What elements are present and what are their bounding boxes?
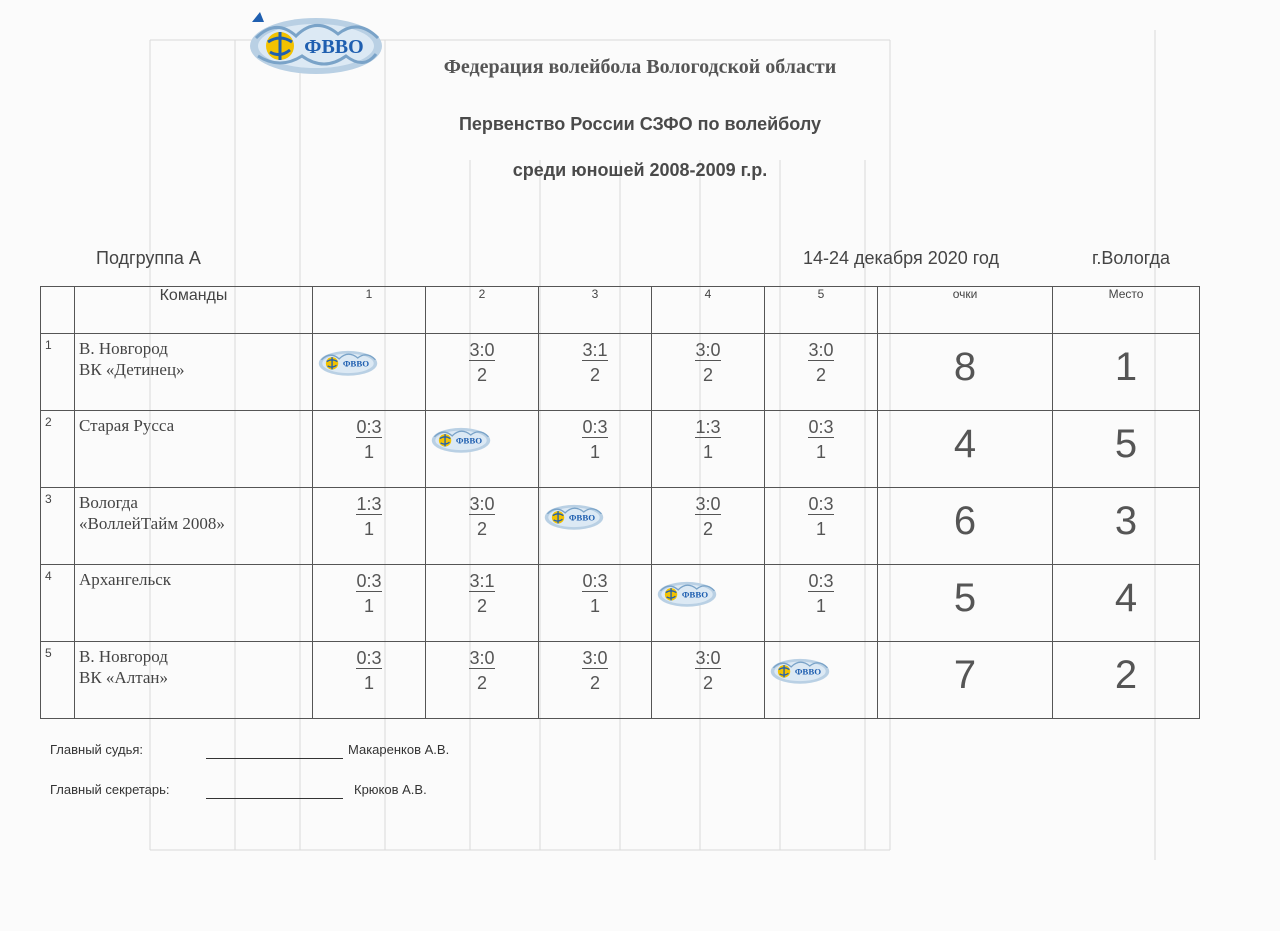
team-name-line1: В. Новгород xyxy=(79,339,168,358)
match-score: 1:3 xyxy=(356,494,382,514)
match-points: 1 xyxy=(702,442,713,462)
total-points: 4 xyxy=(878,411,1053,488)
match-score: 0:3 xyxy=(356,648,382,668)
match-result-cell xyxy=(765,411,878,488)
match-result-cell xyxy=(313,411,426,488)
match-points: 2 xyxy=(476,365,487,385)
fvvo-logo-small xyxy=(317,342,379,382)
match-result-cell xyxy=(539,565,652,642)
table-header-row xyxy=(41,287,1200,334)
match-result-cell xyxy=(652,642,765,719)
svg-text:ФВВО: ФВВО xyxy=(342,358,370,369)
match-points: 1 xyxy=(363,519,374,539)
total-points: 7 xyxy=(878,642,1053,719)
team-name-line1: Вологда xyxy=(79,493,138,512)
row-number: 3 xyxy=(41,488,75,565)
match-points: 1 xyxy=(363,442,374,462)
match-points: 1 xyxy=(815,596,826,616)
header-col-2: 2 xyxy=(426,287,539,334)
match-result-cell xyxy=(426,565,539,642)
total-points: 5 xyxy=(878,565,1053,642)
match-points: 2 xyxy=(702,365,713,385)
secretary-name: Крюков А.В. xyxy=(354,782,427,797)
total-points: 8 xyxy=(878,334,1053,411)
match-result-cell xyxy=(652,488,765,565)
judge-signature-line xyxy=(206,757,343,759)
match-result-cell xyxy=(426,642,539,719)
match-result-cell xyxy=(652,411,765,488)
match-result-cell xyxy=(652,334,765,411)
match-score: 3:0 xyxy=(808,340,834,360)
match-points: 2 xyxy=(702,673,713,693)
match-result-cell xyxy=(313,642,426,719)
match-score: 0:3 xyxy=(808,417,834,437)
team-place: 1 xyxy=(1053,334,1200,411)
row-number: 1 xyxy=(41,334,75,411)
match-points: 2 xyxy=(589,673,600,693)
match-score: 0:3 xyxy=(356,417,382,437)
match-result-cell xyxy=(426,488,539,565)
judge-label: Главный судья: xyxy=(50,742,144,757)
championship-title: Первенство России СЗФО по волейболу xyxy=(458,114,822,134)
match-points: 2 xyxy=(476,596,487,616)
team-place: 4 xyxy=(1053,565,1200,642)
self-match-cell xyxy=(426,411,539,488)
match-points: 1 xyxy=(589,442,600,462)
match-score: 3:0 xyxy=(469,648,495,668)
fvvo-logo-small xyxy=(769,650,831,690)
team-name-line1: В. Новгород xyxy=(79,647,168,666)
match-score: 0:3 xyxy=(808,494,834,514)
header-teams: Команды xyxy=(75,287,313,334)
match-score: 3:1 xyxy=(469,571,495,591)
match-result-cell xyxy=(313,488,426,565)
svg-text:ФВВО: ФВВО xyxy=(681,589,709,600)
table-row xyxy=(41,565,1200,642)
team-name xyxy=(75,642,313,719)
table-row xyxy=(41,642,1200,719)
team-name-line2: «ВоллейТайм 2008» xyxy=(79,514,225,533)
team-name-line1: Архангельск xyxy=(79,570,172,589)
match-score: 0:3 xyxy=(582,571,608,591)
championship-subtitle: среди юношей 2008-2009 г.р. xyxy=(512,160,768,180)
row-number: 4 xyxy=(41,565,75,642)
match-score: 3:0 xyxy=(469,340,495,360)
team-name xyxy=(75,334,313,411)
org-title: Федерация волейбола Вологодской области xyxy=(443,56,837,78)
fvvo-logo-small xyxy=(543,496,605,536)
team-place: 5 xyxy=(1053,411,1200,488)
match-result-cell xyxy=(539,334,652,411)
svg-text:ФВВО: ФВВО xyxy=(568,512,596,523)
fvvo-logo-small xyxy=(430,419,492,459)
match-score: 0:3 xyxy=(808,571,834,591)
match-score: 0:3 xyxy=(356,571,382,591)
logo-text: ФВВО xyxy=(304,36,364,58)
self-match-cell xyxy=(652,565,765,642)
table-row xyxy=(41,488,1200,565)
match-result-cell xyxy=(765,565,878,642)
svg-text:ФВВО: ФВВО xyxy=(794,666,822,677)
match-score: 3:0 xyxy=(695,340,721,360)
match-points: 1 xyxy=(363,596,374,616)
fvvo-logo-small xyxy=(656,573,718,613)
match-points: 1 xyxy=(363,673,374,693)
group-label: Подгруппа А xyxy=(96,248,201,268)
team-name xyxy=(75,488,313,565)
match-points: 1 xyxy=(589,596,600,616)
match-points: 2 xyxy=(476,673,487,693)
header-num xyxy=(41,287,75,334)
header-points: очки xyxy=(878,287,1053,334)
table-row xyxy=(41,334,1200,411)
match-points: 1 xyxy=(815,519,826,539)
match-points: 1 xyxy=(815,442,826,462)
header-col-1: 1 xyxy=(313,287,426,334)
header-place: Место xyxy=(1053,287,1200,334)
header-col-3: 3 xyxy=(539,287,652,334)
match-points: 2 xyxy=(702,519,713,539)
match-score: 3:1 xyxy=(582,340,608,360)
svg-text:ФВВО: ФВВО xyxy=(455,435,483,446)
match-score: 3:0 xyxy=(582,648,608,668)
match-score: 0:3 xyxy=(582,417,608,437)
secretary-label: Главный секретарь: xyxy=(50,782,170,797)
match-result-cell xyxy=(313,565,426,642)
match-result-cell xyxy=(539,642,652,719)
row-number: 2 xyxy=(41,411,75,488)
match-result-cell xyxy=(765,488,878,565)
secretary-signature-line xyxy=(206,797,343,799)
team-name xyxy=(75,411,313,488)
self-match-cell xyxy=(313,334,426,411)
tournament-dates: 14-24 декабря 2020 год xyxy=(803,248,1000,268)
row-number: 5 xyxy=(41,642,75,719)
team-name-line2: ВК «Детинец» xyxy=(79,360,185,379)
match-score: 1:3 xyxy=(695,417,721,437)
match-result-cell xyxy=(765,334,878,411)
judge-name: Макаренков А.В. xyxy=(348,742,450,757)
match-score: 3:0 xyxy=(695,494,721,514)
team-place: 2 xyxy=(1053,642,1200,719)
tournament-city: г.Вологда xyxy=(1092,248,1170,268)
self-match-cell xyxy=(539,488,652,565)
match-result-cell xyxy=(426,334,539,411)
table-row xyxy=(41,411,1200,488)
match-result-cell xyxy=(539,411,652,488)
standings-table xyxy=(40,286,1200,719)
team-place: 3 xyxy=(1053,488,1200,565)
match-points: 2 xyxy=(589,365,600,385)
team-name-line1: Старая Русса xyxy=(79,416,175,435)
match-points: 2 xyxy=(815,365,826,385)
self-match-cell xyxy=(765,642,878,719)
match-score: 3:0 xyxy=(695,648,721,668)
match-score: 3:0 xyxy=(469,494,495,514)
header-col-4: 4 xyxy=(652,287,765,334)
header-col-5: 5 xyxy=(765,287,878,334)
team-name-line2: ВК «Алтан» xyxy=(79,668,168,687)
match-points: 2 xyxy=(476,519,487,539)
total-points: 6 xyxy=(878,488,1053,565)
team-name xyxy=(75,565,313,642)
